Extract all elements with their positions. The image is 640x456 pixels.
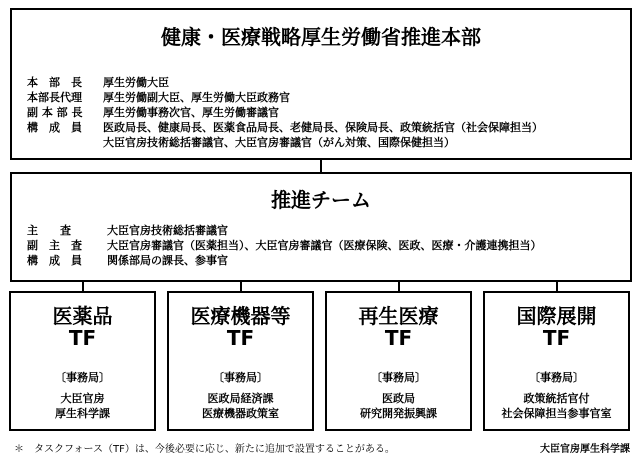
headquarters-title: 健康・医療戦略厚生労働省推進本部 [161, 25, 481, 49]
member-value: 厚生労働副大臣、厚生労働大臣政務官 [103, 91, 290, 104]
secretariat-line: 政策統括官付 [523, 392, 590, 405]
secretariat-line: 医政局経済課 [207, 392, 274, 405]
member-role: 副 主 査 [27, 239, 82, 252]
task-force-suffix: TF [542, 326, 571, 350]
member-row [27, 253, 624, 268]
task-force-name: 医療機器等 [190, 304, 291, 328]
secretariat-label: 〔事務局〕 [371, 371, 426, 384]
promotion-team-members [27, 223, 624, 268]
secretariat-line: 研究開発振興課 [360, 407, 437, 420]
footnote: ＊ タスクフォース（TF）は、今後必要に応じ、新たに追加で設置することがある。 [14, 444, 395, 455]
promotion-team-title: 推進チーム [271, 188, 371, 212]
member-value: 大臣官房技術総括審議官 [107, 224, 228, 237]
member-role: 本 部 長 [27, 76, 82, 89]
task-force-name: 再生医療 [358, 304, 439, 328]
task-force-international-expansion [483, 291, 630, 431]
member-row [27, 90, 624, 105]
secretariat-label: 〔事務局〕 [55, 371, 110, 384]
secretariat-line: 医療機器政策室 [202, 407, 279, 420]
connector-line [82, 282, 84, 291]
member-role: 主 査 [27, 224, 71, 237]
department-credit: 大臣官房厚生科学課 [540, 444, 630, 455]
headquarters-box [10, 8, 632, 160]
secretariat-label: 〔事務局〕 [213, 371, 268, 384]
task-force-suffix: TF [226, 326, 255, 350]
secretariat-line: 社会保障担当参事官室 [501, 407, 612, 420]
member-value: 厚生労働大臣 [103, 76, 169, 89]
secretariat-line: 厚生科学課 [55, 407, 110, 420]
secretariat-line: 医政局 [382, 392, 415, 405]
member-row [27, 120, 624, 135]
task-force-suffix: TF [68, 326, 97, 350]
member-value: 厚生労働事務次官、厚生労働審議官 [103, 106, 279, 119]
headquarters-members [27, 75, 624, 150]
task-force-name: 医薬品 [52, 304, 113, 328]
connector-line [240, 282, 242, 291]
secretariat-line: 大臣官房 [60, 392, 105, 405]
connector-line [320, 160, 322, 172]
member-row [27, 75, 624, 90]
member-value: 大臣官房技術総括審議官、大臣官房審議官（がん対策、国際保健担当） [103, 136, 455, 149]
secretariat-label: 〔事務局〕 [529, 371, 584, 384]
member-value: 大臣官房審議官（医薬担当）、大臣官房審議官（医療保険、医政、医療・介護連携担当） [107, 239, 542, 252]
member-role: 副 本 部 長 [27, 106, 83, 119]
member-role: 本部長代理 [27, 91, 82, 104]
member-row [27, 135, 624, 150]
member-value: 医政局長、健康局長、医薬食品局長、老健局長、保険局長、政策統括官（社会保障担当） [103, 121, 543, 134]
member-row [27, 223, 624, 238]
task-force-pharmaceuticals [9, 291, 156, 431]
task-force-name: 国際展開 [516, 304, 597, 328]
member-row [27, 105, 624, 120]
member-row [27, 238, 624, 253]
member-role [27, 135, 103, 150]
promotion-team-box [10, 172, 632, 282]
task-force-regenerative-medicine [325, 291, 472, 431]
member-role: 構 成 員 [27, 121, 82, 134]
member-role: 構 成 員 [27, 254, 82, 267]
connector-line [398, 282, 400, 291]
task-force-suffix: TF [384, 326, 413, 350]
member-value: 関係部局の課長、参事官 [107, 254, 228, 267]
task-force-medical-devices [167, 291, 314, 431]
connector-line [556, 282, 558, 291]
